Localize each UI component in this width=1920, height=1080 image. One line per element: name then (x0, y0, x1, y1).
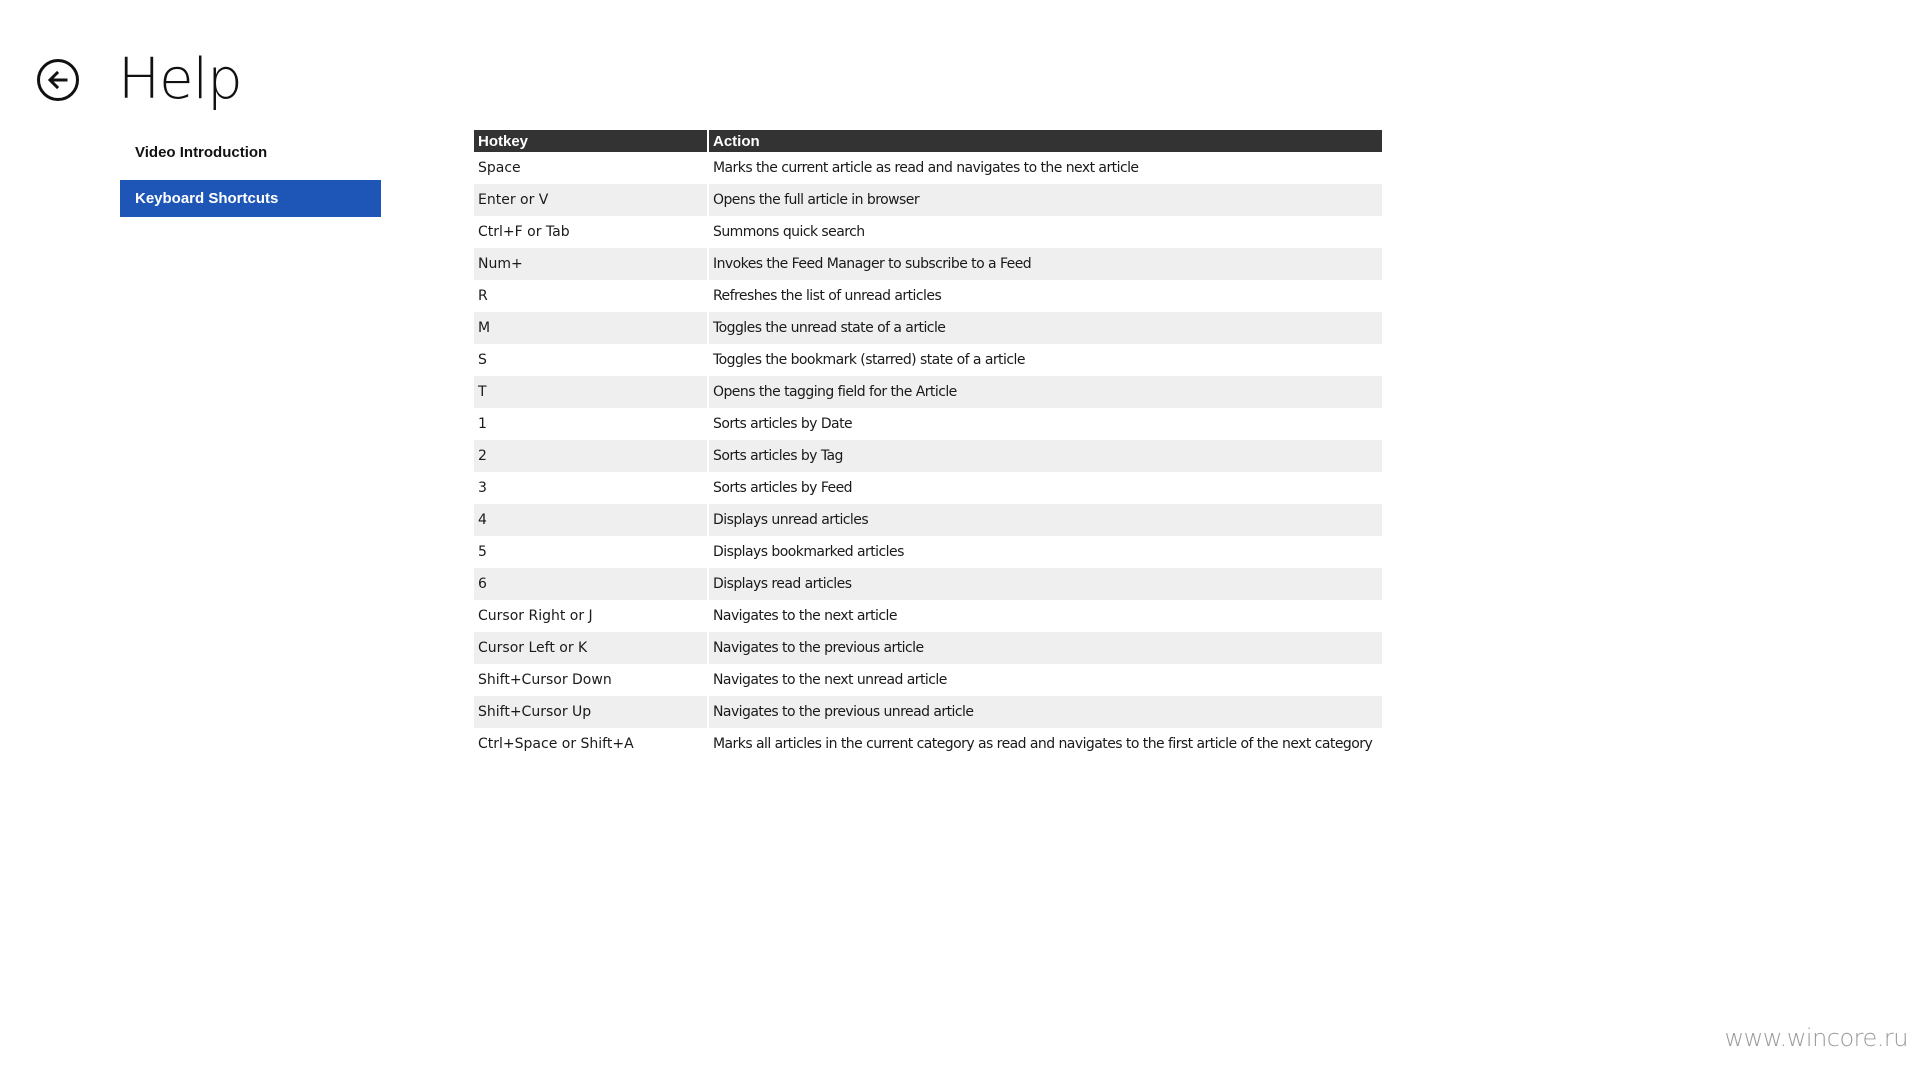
table-row (474, 408, 1382, 440)
watermark: www.wincore.ru (1724, 1024, 1908, 1052)
hotkey-cell: Ctrl+Space or Shift+A (474, 728, 708, 760)
table-row (474, 632, 1382, 664)
shortcuts-table (474, 130, 1382, 760)
hotkey-cell: Enter or V (474, 184, 708, 216)
hotkey-cell: Cursor Right or J (474, 600, 708, 632)
help-nav (120, 134, 381, 226)
table-row (474, 472, 1382, 504)
hotkey-cell: 6 (474, 568, 708, 600)
table-row (474, 536, 1382, 568)
hotkey-cell: Space (474, 152, 708, 184)
action-cell: Navigates to the next article (713, 608, 897, 624)
action-cell: Displays read articles (708, 568, 1382, 600)
table-row (474, 504, 1382, 536)
table-row (474, 216, 1382, 248)
hotkey-cell: T (474, 376, 708, 408)
table-row (474, 184, 1382, 216)
action-cell: Summons quick search (713, 224, 865, 240)
action-cell: Sorts articles by Feed (713, 480, 853, 496)
arrow-left-icon (46, 68, 70, 92)
table-row (474, 248, 1382, 280)
hotkey-cell: 2 (474, 440, 708, 472)
table-row (474, 664, 1382, 696)
hotkey-cell: M (474, 312, 708, 344)
action-cell: Toggles the bookmark (starred) state of a article (713, 352, 1025, 368)
action-cell: Navigates to the previous article (708, 632, 1382, 664)
action-cell: Sorts articles by Tag (708, 440, 1382, 472)
hotkey-cell: Shift+Cursor Down (474, 664, 708, 696)
table-row (474, 696, 1382, 728)
nav-item-video-introduction[interactable]: Video Introduction (135, 144, 268, 161)
action-cell: Refreshes the list of unread articles (713, 288, 942, 304)
table-row (474, 376, 1382, 408)
table-row (474, 280, 1382, 312)
table-row (474, 568, 1382, 600)
column-header-hotkey: Hotkey (474, 130, 708, 152)
hotkey-cell: Num+ (474, 248, 708, 280)
table-header-row (474, 130, 1382, 152)
table-row (474, 728, 1382, 760)
hotkey-cell: Cursor Left or K (474, 632, 708, 664)
action-cell: Marks all articles in the current category as read and navigates to the first article of the next category (713, 736, 1373, 752)
table-row (474, 312, 1382, 344)
action-cell: Opens the full article in browser (708, 184, 1382, 216)
hotkey-cell: 3 (474, 472, 708, 504)
hotkey-cell: Shift+Cursor Up (474, 696, 708, 728)
page-title: Help (118, 47, 242, 112)
hotkey-cell: 4 (474, 504, 708, 536)
table-row (474, 600, 1382, 632)
action-cell: Navigates to the next unread article (713, 672, 947, 688)
action-cell: Navigates to the previous unread article (708, 696, 1382, 728)
nav-item-keyboard-shortcuts[interactable]: Keyboard Shortcuts (120, 180, 381, 217)
hotkey-cell: 1 (474, 408, 708, 440)
back-button[interactable] (37, 59, 79, 101)
action-cell: Invokes the Feed Manager to subscribe to a Feed (708, 248, 1382, 280)
hotkey-cell: R (474, 280, 708, 312)
hotkey-cell: 5 (474, 536, 708, 568)
hotkey-cell: Ctrl+F or Tab (474, 216, 708, 248)
column-header-action: Action (708, 130, 1382, 152)
action-cell: Opens the tagging field for the Article (708, 376, 1382, 408)
table-row (474, 344, 1382, 376)
action-cell: Displays bookmarked articles (713, 544, 904, 560)
hotkey-cell: S (474, 344, 708, 376)
action-cell: Sorts articles by Date (713, 416, 853, 432)
table-row (474, 440, 1382, 472)
table-row (474, 152, 1382, 184)
action-cell: Toggles the unread state of a article (708, 312, 1382, 344)
action-cell: Displays unread articles (708, 504, 1382, 536)
action-cell: Marks the current article as read and navigates to the next article (713, 160, 1139, 176)
